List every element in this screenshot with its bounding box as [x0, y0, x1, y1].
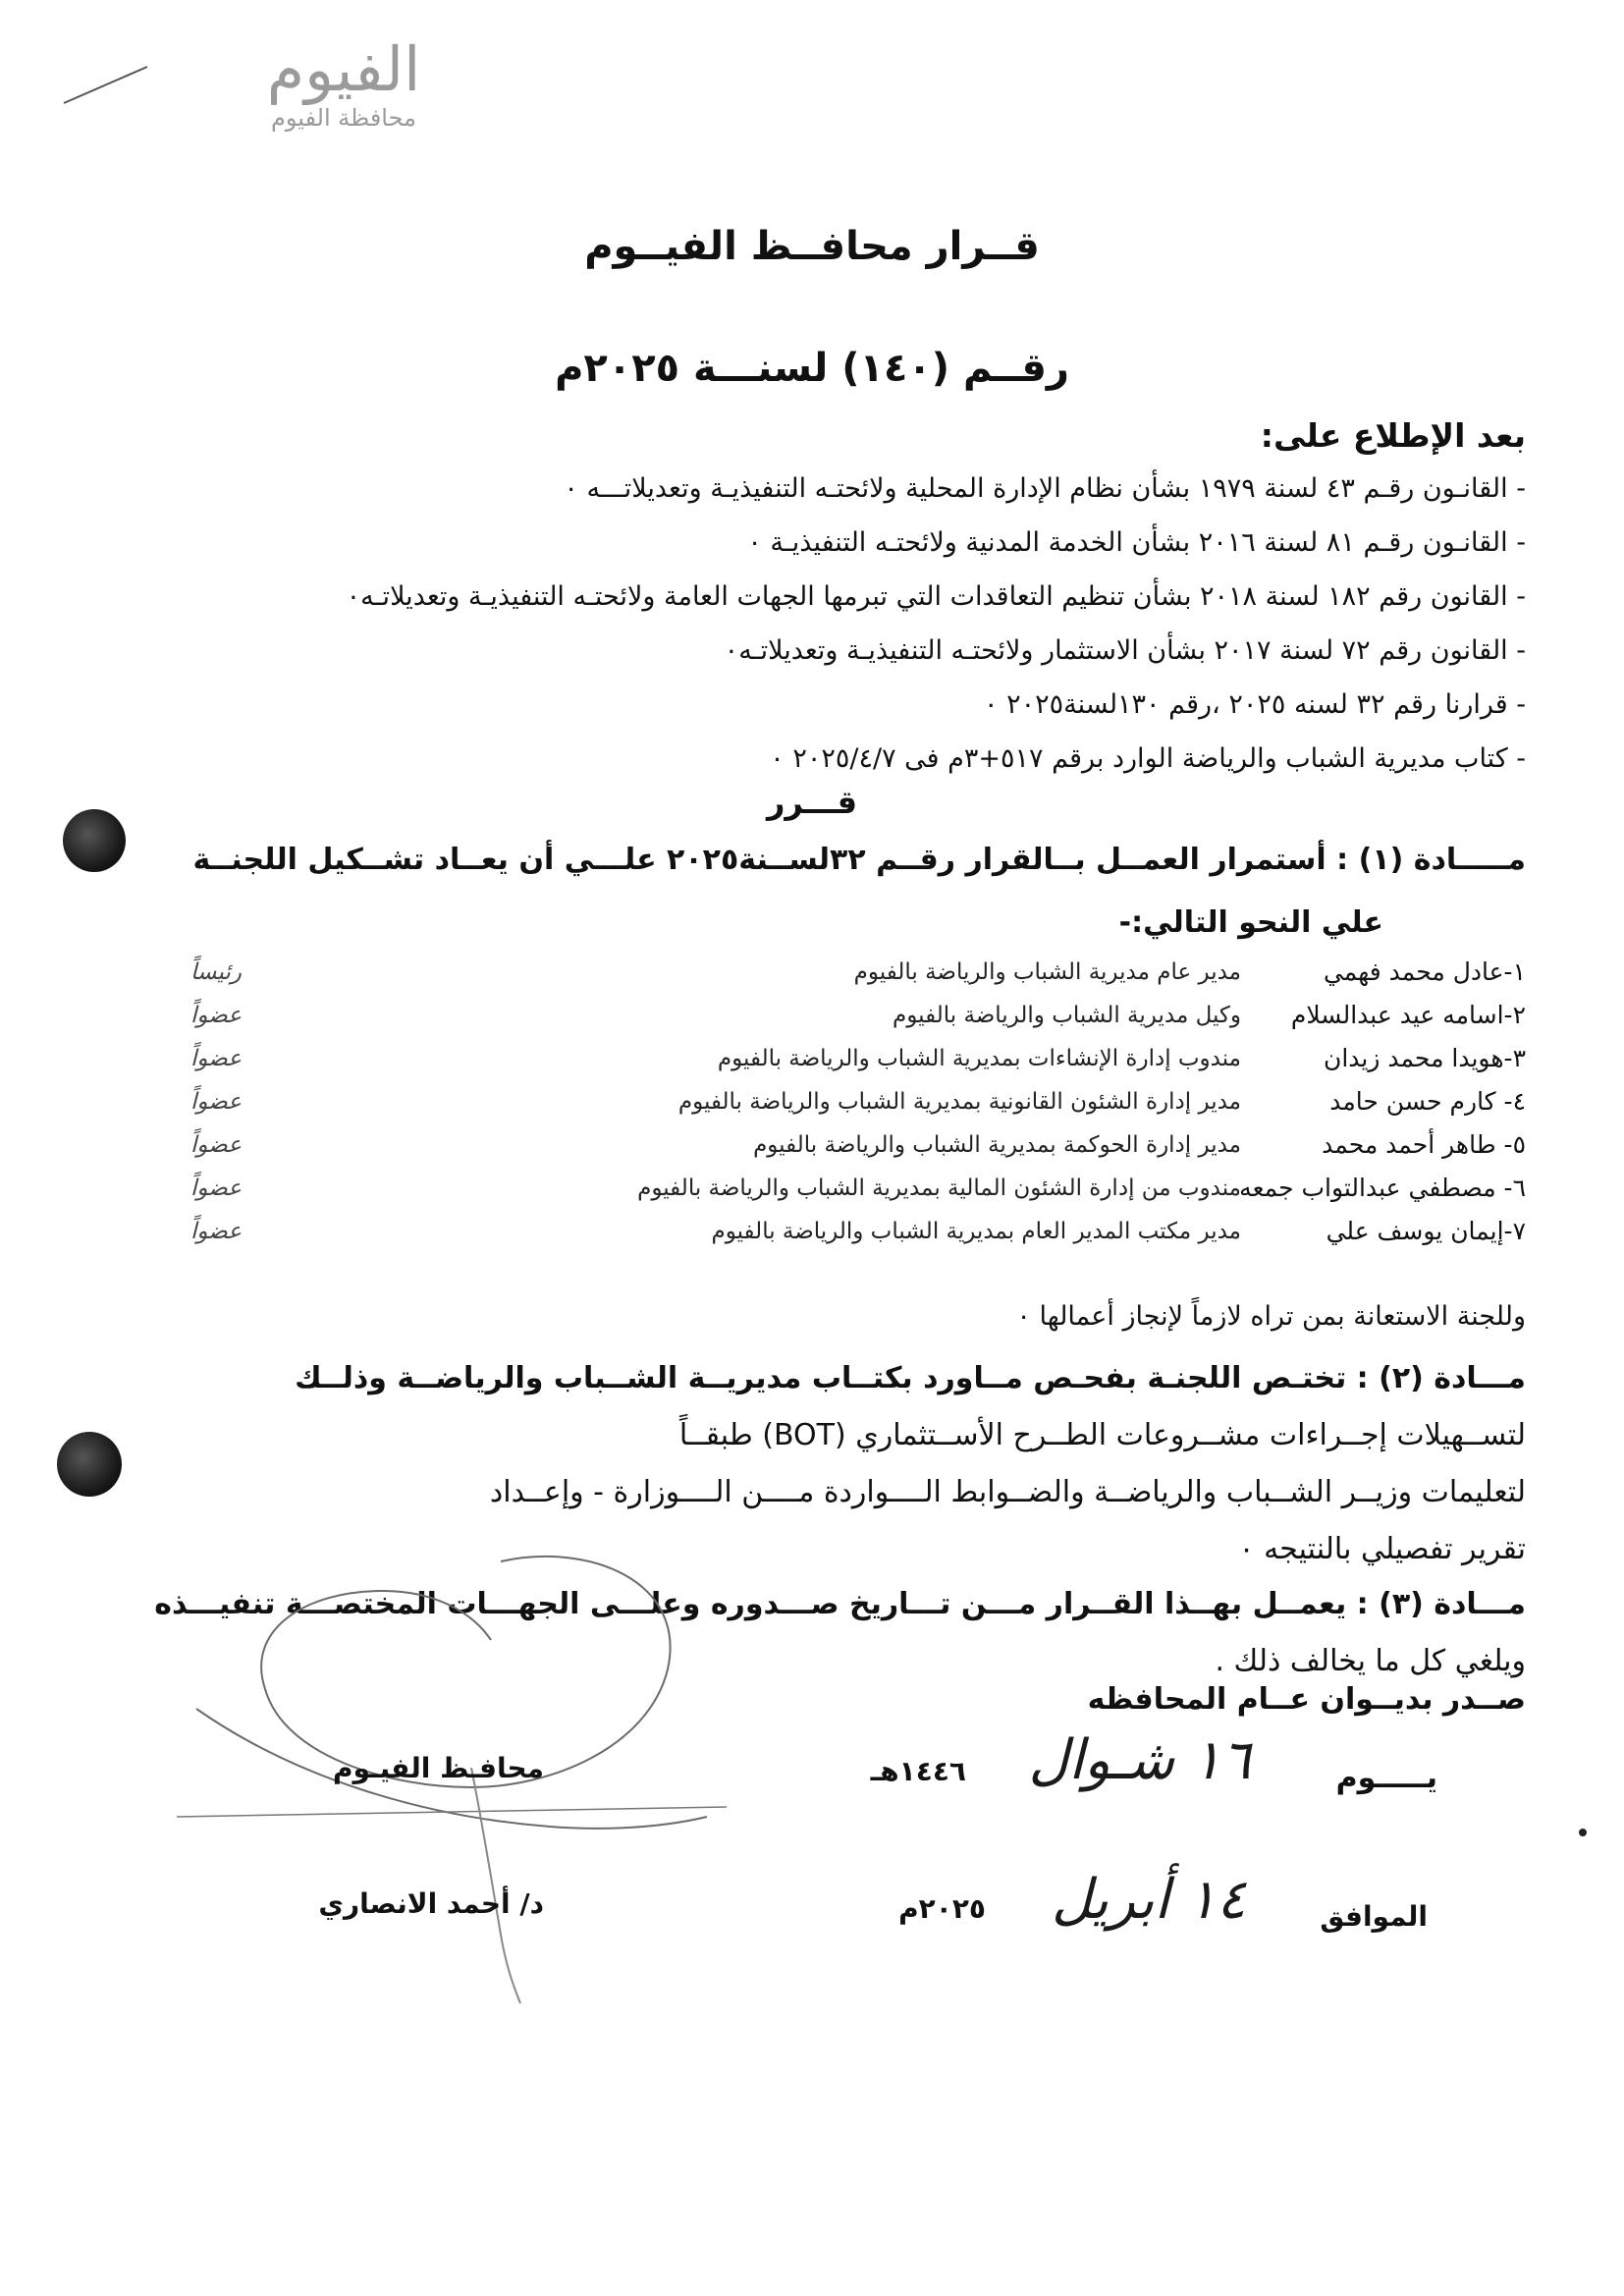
logo-mark: الفيوم [266, 33, 421, 105]
member-role: عضواً [190, 1132, 242, 1158]
reference-item: - القانون رقم ١٨٢ لسنة ٢٠١٨ بشأن تنظيم التعاقدات التي تبرمها الجهات العامة ولائحتـه التنفيذيـة وتعديلاتـه٠ [346, 581, 1526, 612]
member-title: مدير إدارة الحوكمة بمديرية الشباب والرياضة بالفيوم [753, 1132, 1241, 1158]
member-row [190, 994, 1526, 1037]
member-role: عضواً [190, 1046, 242, 1071]
committee-assistance-note: وللجنة الاستعانة بمن تراه لازماً لإنجاز أعمالها ٠ [1016, 1301, 1526, 1332]
date-day-handwritten: ١٦ شـوال [1028, 1728, 1251, 1792]
article-2-line: مـــادة (٢) : تختـص اللجنـة بفحـص مــاورد بكتــاب مديريــة الشــباب والرياضــة وذلــك [295, 1361, 1526, 1395]
member-role: عضواً [190, 1003, 242, 1028]
binder-punch-hole [57, 1432, 122, 1497]
member-row [190, 1123, 1526, 1167]
member-row [190, 1037, 1526, 1080]
committee-members [190, 951, 1526, 1253]
member-title: مندوب من إدارة الشئون المالية بمديرية الشباب والرياضة بالفيوم [637, 1175, 1241, 1201]
member-name: ٦- مصطفي عبدالتواب جمعه [1239, 1174, 1526, 1202]
member-title: مدير عام مديرية الشباب والرياضة بالفيوم [853, 959, 1241, 985]
member-title: مدير إدارة الشئون القانونية بمديرية الشباب والرياضة بالفيوم [677, 1089, 1241, 1115]
reference-item: - القانون رقم ٧٢ لسنة ٢٠١٧ بشأن الاستثمار ولائحتـه التنفيذيـة وتعديلاتـه٠ [724, 635, 1526, 666]
decision-heading: قـــرر [766, 784, 858, 821]
binder-punch-hole [63, 809, 126, 872]
member-role: عضواً [190, 1175, 242, 1201]
logo-text: محافظة الفيوم [271, 104, 416, 132]
member-name: ٢-اسامه عيد عبدالسلام [1290, 1001, 1526, 1029]
member-title: مدير مكتب المدير العام بمديرية الشباب والرياضة بالفيوم [711, 1219, 1241, 1244]
scan-speck [1579, 1829, 1587, 1836]
pen-stroke-mark [59, 59, 157, 108]
governorate-logo [211, 33, 476, 177]
member-name: ٥- طاهر أحمد محمد [1322, 1130, 1526, 1159]
date-corresponding-handwritten: ١٤ أبريل [1052, 1868, 1246, 1932]
member-title: مندوب إدارة الإنشاءات بمديرية الشباب والرياضة بالفيوم [717, 1046, 1241, 1071]
article-3-line: ويلغي كل ما يخالف ذلك . [1215, 1644, 1526, 1678]
date-gregorian-year: ٢٠٢٥م [898, 1892, 986, 1925]
date-hijri-year: ١٤٤٦هـ [870, 1755, 966, 1787]
governor-name: د/ أحمد الانصاري [318, 1887, 544, 1920]
member-name: ١-عادل محمد فهمي [1323, 957, 1526, 986]
reference-item: - القانـون رقـم ٤٣ لسنة ١٩٧٩ بشأن نظام الإدارة المحلية ولائحتـه التنفيذيـة وتعديلاتـــه ٠ [564, 473, 1526, 504]
member-row [190, 1080, 1526, 1123]
article-2-line: تقرير تفصيلي بالنتيجه ٠ [1238, 1532, 1526, 1566]
member-row [190, 951, 1526, 994]
member-row [190, 1210, 1526, 1253]
governor-title: محافـظ الفيـوم [332, 1752, 544, 1784]
article-1-line-1: مـــــادة (١) : أستمرار العمــل بــالقرار رقــم ٣٢لســنة٢٠٢٥ علـــي أن يعــاد تشــكيل اللجنــة [192, 843, 1526, 877]
member-name: ٤- كارم حسن حامد [1329, 1087, 1526, 1116]
article-3-line: مـــادة (٣) : يعمــل بهــذا القــرار مـــن تـــاريخ صـــدوره وعلـــى الجهـــات المختصـــة تنفيـــذه [154, 1587, 1526, 1621]
date-day-label: يـــــوم [1335, 1761, 1437, 1795]
decree-title: قــرار محافــظ الفيــوم [584, 224, 1040, 269]
member-title: وكيل مديرية الشباب والرياضة بالفيوم [893, 1003, 1241, 1028]
decree-number: رقــم (١٤٠) لسنـــة ٢٠٢٥م [555, 346, 1069, 391]
member-role: عضواً [190, 1089, 242, 1115]
date-corresponding-label: الموافق [1320, 1900, 1428, 1933]
article-2-line: لتعليمات وزيــر الشــباب والرياضــة والضــوابط الــــواردة مــــن الــــوزارة - وإعــداد [489, 1475, 1526, 1509]
member-name: ٣-هويدا محمد زيدان [1323, 1044, 1526, 1072]
article-1-line-2: علي النحو التالي:- [1118, 905, 1383, 940]
member-row [190, 1167, 1526, 1210]
member-role: عضواً [190, 1219, 242, 1244]
preamble-heading: بعد الإطلاع على: [1260, 416, 1526, 455]
references-list [151, 462, 1526, 786]
reference-item: - القانـون رقـم ٨١ لسنة ٢٠١٦ بشأن الخدمة المدنية ولائحتـه التنفيذيـة ٠ [747, 527, 1526, 558]
issued-at-line: صــدر بديــوان عــام المحافظه [1087, 1682, 1526, 1717]
article-2-line: لتســهيلات إجــراءات مشــروعات الطــرح الأســتثماري (BOT) طبقــاً [678, 1418, 1526, 1452]
member-role: رئيساً [190, 959, 242, 985]
member-name: ٧-إيمان يوسف علي [1326, 1217, 1526, 1245]
reference-item: - قرارنا رقم ٣٢ لسنه ٢٠٢٥ ،رقم ١٣٠لسنة٢٠٢٥ ٠ [983, 689, 1526, 720]
reference-item: - كتاب مديرية الشباب والرياضة الوارد برقم ٥١٧+٣م فى ٢٠٢٥/٤/٧ ٠ [770, 743, 1526, 774]
